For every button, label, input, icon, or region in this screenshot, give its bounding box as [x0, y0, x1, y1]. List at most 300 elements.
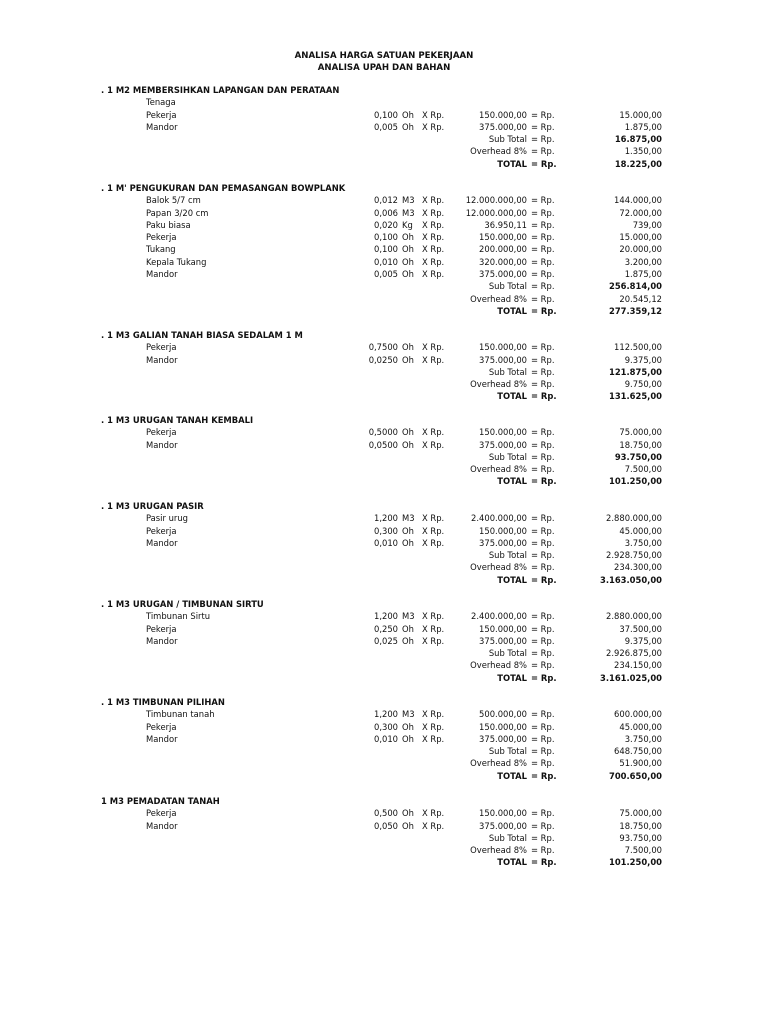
item-amount: 3.750,00: [624, 733, 662, 744]
item-unit-price: 500.000,00: [479, 709, 527, 720]
multiply-label: X Rp.: [422, 721, 445, 732]
item-coefficient: 0,300: [374, 525, 398, 536]
subtotal-label: Sub Total: [488, 134, 527, 145]
item-coefficient: 0,0500: [368, 439, 398, 450]
item-coefficient: 1,200: [374, 709, 398, 720]
item-name: Paku biasa: [146, 219, 191, 230]
equals-label: = Rp.: [531, 550, 555, 561]
overhead-row: [0, 757, 768, 769]
total-row: [0, 770, 768, 782]
item-row: [0, 820, 768, 832]
total-label: TOTAL: [497, 158, 527, 169]
overhead-row: [0, 659, 768, 671]
total-label: TOTAL: [497, 391, 527, 402]
subtotal-label: Sub Total: [488, 366, 527, 377]
item-row: [0, 512, 768, 524]
equals-label: = Rp.: [531, 709, 555, 720]
item-row: [0, 109, 768, 121]
item-unit: Oh: [402, 808, 414, 819]
multiply-label: X Rp.: [422, 733, 445, 744]
item-unit: M3: [402, 513, 415, 524]
item-row: [0, 525, 768, 537]
overhead-label: Overhead 8%: [470, 562, 527, 573]
equals-label: = Rp.: [531, 427, 555, 438]
item-amount: 15.000,00: [619, 109, 662, 120]
multiply-label: X Rp.: [422, 537, 445, 548]
total-row: [0, 672, 768, 684]
item-name: Mandor: [146, 733, 178, 744]
item-name: Pekerja: [146, 109, 177, 120]
item-coefficient: 0,0250: [368, 354, 398, 365]
overhead-label: Overhead 8%: [470, 464, 527, 475]
multiply-label: X Rp.: [422, 427, 445, 438]
item-unit-price: 150.000,00: [479, 232, 527, 243]
subtotal-value: 648.750,00: [614, 746, 662, 757]
item-unit: Oh: [402, 232, 414, 243]
item-unit-price: 375.000,00: [479, 121, 527, 132]
overhead-label: Overhead 8%: [470, 758, 527, 769]
item-unit: Oh: [402, 623, 414, 634]
item-row: [0, 341, 768, 353]
item-unit-price: 12.000.000,00: [465, 195, 527, 206]
item-unit: Oh: [402, 525, 414, 536]
item-amount: 37.500,00: [619, 623, 662, 634]
item-name: Papan 3/20 cm: [146, 207, 209, 218]
item-coefficient: 0,300: [374, 721, 398, 732]
total-value: 18.225,00: [614, 158, 662, 169]
item-coefficient: 0,050: [374, 820, 398, 831]
equals-label: = Rp.: [531, 366, 555, 377]
equals-label: = Rp.: [531, 611, 555, 622]
subtotal-label: Sub Total: [488, 648, 527, 659]
subtotal-row: [0, 133, 768, 145]
item-amount: 112.500,00: [614, 342, 662, 353]
item-unit-price: 375.000,00: [479, 269, 527, 280]
equals-label: = Rp.: [531, 635, 555, 646]
section-rows: [0, 96, 768, 170]
item-coefficient: 0,005: [374, 269, 398, 280]
item-name: Mandor: [146, 635, 178, 646]
item-name: Kepala Tukang: [146, 256, 207, 267]
item-name: Mandor: [146, 354, 178, 365]
item-name: Pekerja: [146, 232, 177, 243]
section-rows: [0, 807, 768, 868]
item-unit: M3: [402, 207, 415, 218]
item-unit-price: 150.000,00: [479, 342, 527, 353]
subtotal-value: 2.926.875,00: [606, 648, 662, 659]
total-label: TOTAL: [497, 476, 527, 487]
item-amount: 9.375,00: [624, 635, 662, 646]
item-coefficient: 0,100: [374, 244, 398, 255]
equals-label: = Rp.: [531, 121, 555, 132]
subtotal-label: Sub Total: [488, 746, 527, 757]
equals-label: = Rp.: [531, 158, 557, 169]
item-coefficient: 0,012: [374, 195, 398, 206]
item-name: Timbunan tanah: [146, 709, 215, 720]
item-row: [0, 231, 768, 243]
item-amount: 45.000,00: [619, 525, 662, 536]
equals-label: = Rp.: [531, 305, 557, 316]
equals-label: = Rp.: [531, 451, 555, 462]
item-row: [0, 733, 768, 745]
subtotal-label: Sub Total: [488, 281, 527, 292]
item-coefficient: 0,250: [374, 623, 398, 634]
item-row: [0, 426, 768, 438]
total-label: TOTAL: [497, 305, 527, 316]
multiply-label: X Rp.: [422, 808, 445, 819]
equals-label: = Rp.: [531, 574, 557, 585]
overhead-value: 9.750,00: [624, 379, 662, 390]
item-unit-price: 200.000,00: [479, 244, 527, 255]
equals-label: = Rp.: [531, 623, 555, 634]
equals-label: = Rp.: [531, 219, 555, 230]
item-unit: Oh: [402, 109, 414, 120]
multiply-label: X Rp.: [422, 232, 445, 243]
section-title: . 1 M' PENGUKURAN DAN PEMASANGAN BOWPLANK: [101, 183, 346, 193]
section-rows: [0, 610, 768, 684]
equals-label: = Rp.: [531, 134, 555, 145]
multiply-label: X Rp.: [422, 709, 445, 720]
equals-label: = Rp.: [531, 256, 555, 267]
equals-label: = Rp.: [531, 269, 555, 280]
total-row: [0, 305, 768, 317]
item-name: Pekerja: [146, 342, 177, 353]
item-amount: 739,00: [632, 219, 662, 230]
item-row: [0, 610, 768, 622]
equals-label: = Rp.: [531, 808, 555, 819]
section-title: . 1 M3 URUGAN PASIR: [101, 501, 204, 511]
item-unit-price: 150.000,00: [479, 525, 527, 536]
item-row: [0, 807, 768, 819]
multiply-label: X Rp.: [422, 820, 445, 831]
overhead-value: 7.500,00: [624, 464, 662, 475]
item-name: Pekerja: [146, 427, 177, 438]
item-row: [0, 256, 768, 268]
equals-label: = Rp.: [531, 195, 555, 206]
subtotal-value: 256.814,00: [609, 281, 662, 292]
item-unit: M3: [402, 709, 415, 720]
item-amount: 20.000,00: [619, 244, 662, 255]
item-unit: Oh: [402, 439, 414, 450]
item-unit: Oh: [402, 427, 414, 438]
item-unit-price: 375.000,00: [479, 354, 527, 365]
total-label: TOTAL: [497, 857, 527, 868]
item-unit: Oh: [402, 354, 414, 365]
item-name: Mandor: [146, 537, 178, 548]
section-title: . 1 M3 TIMBUNAN PILIHAN: [101, 697, 225, 707]
equals-label: = Rp.: [531, 721, 555, 732]
item-name: Tukang: [146, 244, 176, 255]
item-row: [0, 537, 768, 549]
subtotal-row: [0, 647, 768, 659]
subtotal-row: [0, 832, 768, 844]
equals-label: = Rp.: [531, 562, 555, 573]
item-amount: 3.200,00: [624, 256, 662, 267]
item-unit-price: 320.000,00: [479, 256, 527, 267]
equals-label: = Rp.: [531, 758, 555, 769]
item-unit-price: 36.950,11: [484, 219, 527, 230]
multiply-label: X Rp.: [422, 439, 445, 450]
item-coefficient: 0,010: [374, 733, 398, 744]
multiply-label: X Rp.: [422, 109, 445, 120]
multiply-label: X Rp.: [422, 513, 445, 524]
equals-label: = Rp.: [531, 513, 555, 524]
item-name: Balok 5/7 cm: [146, 195, 201, 206]
overhead-value: 20.545,12: [619, 293, 662, 304]
equals-label: = Rp.: [531, 379, 555, 390]
item-unit: Oh: [402, 721, 414, 732]
subtotal-value: 121.875,00: [609, 366, 662, 377]
item-row: [0, 243, 768, 255]
item-row: [0, 354, 768, 366]
subtotal-label: Sub Total: [488, 832, 527, 843]
multiply-label: X Rp.: [422, 354, 445, 365]
item-row: [0, 721, 768, 733]
item-amount: 2.880.000,00: [606, 611, 662, 622]
item-unit-price: 2.400.000,00: [471, 513, 527, 524]
item-unit: Oh: [402, 342, 414, 353]
total-row: [0, 475, 768, 487]
overhead-value: 51.900,00: [619, 758, 662, 769]
item-amount: 75.000,00: [619, 808, 662, 819]
item-amount: 72.000,00: [619, 207, 662, 218]
item-unit: Oh: [402, 820, 414, 831]
item-coefficient: 0,100: [374, 109, 398, 120]
item-name: Pekerja: [146, 808, 177, 819]
multiply-label: X Rp.: [422, 219, 445, 230]
overhead-row: [0, 844, 768, 856]
item-unit-price: 150.000,00: [479, 427, 527, 438]
item-row: [0, 96, 768, 108]
multiply-label: X Rp.: [422, 635, 445, 646]
item-unit-price: 375.000,00: [479, 439, 527, 450]
item-name: Pekerja: [146, 721, 177, 732]
equals-label: = Rp.: [531, 207, 555, 218]
item-coefficient: 0,025: [374, 635, 398, 646]
item-row: [0, 439, 768, 451]
item-amount: 3.750,00: [624, 537, 662, 548]
total-row: [0, 390, 768, 402]
item-unit-price: 375.000,00: [479, 820, 527, 831]
item-amount: 1.875,00: [624, 269, 662, 280]
multiply-label: X Rp.: [422, 256, 445, 267]
total-value: 101.250,00: [609, 476, 662, 487]
item-unit: Oh: [402, 269, 414, 280]
section-title: . 1 M3 URUGAN TANAH KEMBALI: [101, 415, 254, 425]
item-unit: Oh: [402, 256, 414, 267]
subtotal-row: [0, 366, 768, 378]
overhead-label: Overhead 8%: [470, 293, 527, 304]
item-coefficient: 0,006: [374, 207, 398, 218]
item-amount: 600.000,00: [614, 709, 662, 720]
item-unit-price: 150.000,00: [479, 109, 527, 120]
item-coefficient: 1,200: [374, 513, 398, 524]
item-coefficient: 0,020: [374, 219, 398, 230]
overhead-label: Overhead 8%: [470, 660, 527, 671]
equals-label: = Rp.: [531, 537, 555, 548]
total-value: 277.359,12: [609, 305, 662, 316]
subtotal-row: [0, 745, 768, 757]
overhead-row: [0, 293, 768, 305]
equals-label: = Rp.: [531, 525, 555, 536]
item-amount: 2.880.000,00: [606, 513, 662, 524]
overhead-value: 234.300,00: [614, 562, 662, 573]
total-label: TOTAL: [497, 672, 527, 683]
item-amount: 1.875,00: [624, 121, 662, 132]
equals-label: = Rp.: [531, 232, 555, 243]
item-coefficient: 0,010: [374, 537, 398, 548]
item-unit-price: 150.000,00: [479, 721, 527, 732]
equals-label: = Rp.: [531, 293, 555, 304]
item-coefficient: 0,7500: [368, 342, 398, 353]
item-name: Pekerja: [146, 525, 177, 536]
multiply-label: X Rp.: [422, 525, 445, 536]
overhead-row: [0, 463, 768, 475]
overhead-value: 234.150,00: [614, 660, 662, 671]
item-name: Timbunan Sirtu: [146, 611, 211, 622]
item-coefficient: 0,5000: [368, 427, 398, 438]
item-coefficient: 0,100: [374, 232, 398, 243]
equals-label: = Rp.: [531, 845, 555, 856]
multiply-label: X Rp.: [422, 121, 445, 132]
item-amount: 45.000,00: [619, 721, 662, 732]
subtotal-value: 16.875,00: [614, 134, 662, 145]
multiply-label: X Rp.: [422, 269, 445, 280]
overhead-row: [0, 378, 768, 390]
subtotal-row: [0, 451, 768, 463]
equals-label: = Rp.: [531, 746, 555, 757]
item-unit: Oh: [402, 244, 414, 255]
item-name: Mandor: [146, 439, 178, 450]
item-amount: 18.750,00: [619, 820, 662, 831]
section-rows: [0, 341, 768, 402]
total-label: TOTAL: [497, 770, 527, 781]
total-value: 700.650,00: [609, 770, 662, 781]
multiply-label: X Rp.: [422, 623, 445, 634]
item-row: [0, 708, 768, 720]
overhead-value: 7.500,00: [624, 845, 662, 856]
item-unit-price: 375.000,00: [479, 537, 527, 548]
item-unit-price: 375.000,00: [479, 733, 527, 744]
total-label: TOTAL: [497, 574, 527, 585]
equals-label: = Rp.: [531, 648, 555, 659]
item-coefficient: 0,500: [374, 808, 398, 819]
section-title: . 1 M2 MEMBERSIHKAN LAPANGAN DAN PERATAAN: [101, 85, 340, 95]
multiply-label: X Rp.: [422, 195, 445, 206]
item-unit-price: 150.000,00: [479, 808, 527, 819]
item-unit: Oh: [402, 733, 414, 744]
multiply-label: X Rp.: [422, 244, 445, 255]
item-unit: M3: [402, 195, 415, 206]
item-amount: 18.750,00: [619, 439, 662, 450]
total-value: 3.163.050,00: [600, 574, 662, 585]
section-title: . 1 M3 URUGAN / TIMBUNAN SIRTU: [101, 599, 264, 609]
item-amount: 144.000,00: [614, 195, 662, 206]
item-unit-price: 150.000,00: [479, 623, 527, 634]
overhead-label: Overhead 8%: [470, 379, 527, 390]
equals-label: = Rp.: [531, 476, 557, 487]
equals-label: = Rp.: [531, 770, 557, 781]
section-rows: [0, 194, 768, 317]
item-unit-price: 2.400.000,00: [471, 611, 527, 622]
item-row: [0, 207, 768, 219]
subtotal-row: [0, 280, 768, 292]
item-amount: 15.000,00: [619, 232, 662, 243]
item-row: [0, 121, 768, 133]
subtotal-label: Sub Total: [488, 550, 527, 561]
equals-label: = Rp.: [531, 820, 555, 831]
subtotal-value: 93.750,00: [619, 832, 662, 843]
equals-label: = Rp.: [531, 857, 557, 868]
item-name: Tenaga: [146, 97, 176, 108]
item-coefficient: 0,010: [374, 256, 398, 267]
total-value: 101.250,00: [609, 857, 662, 868]
item-unit: Oh: [402, 537, 414, 548]
multiply-label: X Rp.: [422, 611, 445, 622]
equals-label: = Rp.: [531, 244, 555, 255]
overhead-row: [0, 145, 768, 157]
total-row: [0, 158, 768, 170]
item-name: Mandor: [146, 269, 178, 280]
item-name: Pasir urug: [146, 513, 188, 524]
equals-label: = Rp.: [531, 464, 555, 475]
equals-label: = Rp.: [531, 109, 555, 120]
subtotal-value: 93.750,00: [614, 451, 662, 462]
item-row: [0, 623, 768, 635]
item-row: [0, 268, 768, 280]
item-name: Pekerja: [146, 623, 177, 634]
section-title: 1 M3 PEMADATAN TANAH: [101, 796, 220, 806]
item-row: [0, 194, 768, 206]
item-unit-price: 375.000,00: [479, 635, 527, 646]
item-unit: Oh: [402, 635, 414, 646]
equals-label: = Rp.: [531, 354, 555, 365]
total-value: 131.625,00: [609, 391, 662, 402]
subtotal-value: 2.928.750,00: [606, 550, 662, 561]
section-title: . 1 M3 GALIAN TANAH BIASA SEDALAM 1 M: [101, 330, 303, 340]
equals-label: = Rp.: [531, 832, 555, 843]
equals-label: = Rp.: [531, 342, 555, 353]
overhead-value: 1.350,00: [624, 146, 662, 157]
equals-label: = Rp.: [531, 146, 555, 157]
section-rows: [0, 512, 768, 586]
overhead-label: Overhead 8%: [470, 845, 527, 856]
document-subtitle: ANALISA UPAH DAN BAHAN: [317, 63, 451, 73]
item-name: Mandor: [146, 121, 178, 132]
equals-label: = Rp.: [531, 281, 555, 292]
document-title: ANALISA HARGA SATUAN PEKERJAAN: [294, 51, 474, 61]
multiply-label: X Rp.: [422, 342, 445, 353]
item-unit-price: 12.000.000,00: [465, 207, 527, 218]
equals-label: = Rp.: [531, 660, 555, 671]
subtotal-row: [0, 549, 768, 561]
item-row: [0, 635, 768, 647]
item-coefficient: 0,005: [374, 121, 398, 132]
item-coefficient: 1,200: [374, 611, 398, 622]
total-row: [0, 856, 768, 868]
section-rows: [0, 708, 768, 782]
subtotal-label: Sub Total: [488, 451, 527, 462]
item-row: [0, 219, 768, 231]
total-row: [0, 574, 768, 586]
total-value: 3.161.025,00: [600, 672, 662, 683]
equals-label: = Rp.: [531, 439, 555, 450]
item-amount: 9.375,00: [624, 354, 662, 365]
item-unit: Kg: [402, 219, 413, 230]
equals-label: = Rp.: [531, 391, 557, 402]
equals-label: = Rp.: [531, 733, 555, 744]
overhead-row: [0, 561, 768, 573]
